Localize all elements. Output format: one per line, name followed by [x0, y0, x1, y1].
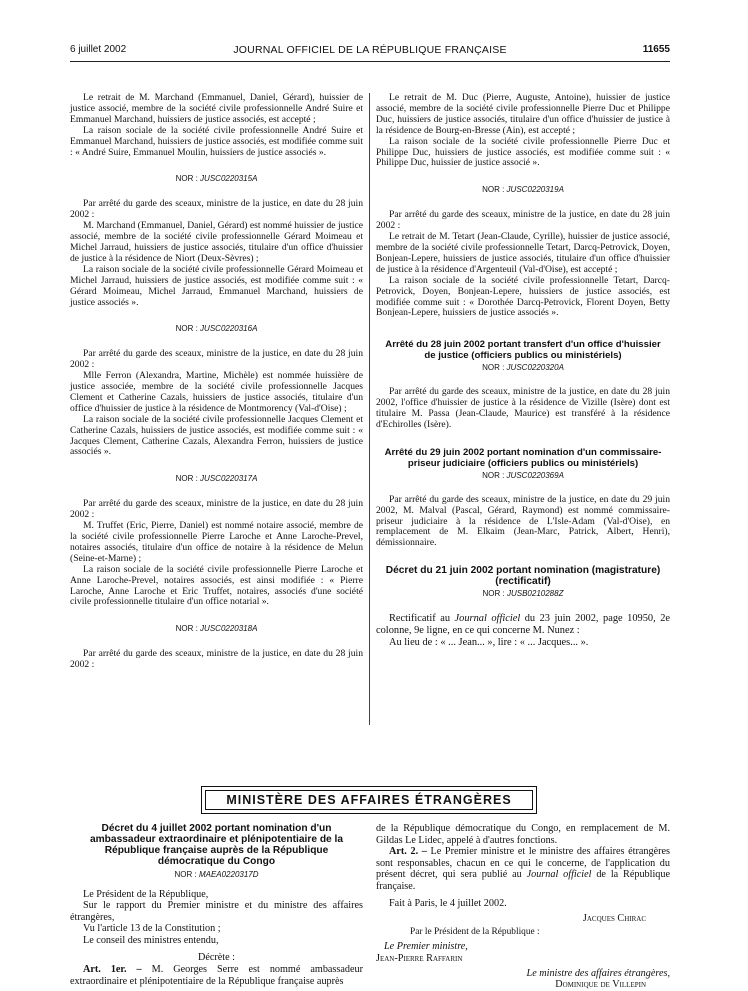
paragraph: Vu l'article 13 de la Constitution ;	[83, 923, 221, 935]
column-divider	[369, 93, 370, 725]
issue-date: 6 juillet 2002	[70, 44, 127, 55]
paragraph: Par arrêté du garde des sceaux, ministre de la justice, en date du 29 juin 2002, M. Malval (Pascal, Gérard, Raymond) est nommé commissaire-priseur judiciaire à la résidence de L'Isle-Adam (Val-d'Oise), en remplacement de M. Elkaim (Jean-Marc, Patrick, Albert, Henri), démissionnaire.	[376, 493, 670, 549]
by-president-label: Par le Président de la République :	[410, 926, 540, 937]
nor-label: NOR :	[482, 363, 505, 373]
nor-reference: NOR : JUSC0220318A	[175, 624, 258, 634]
minister-name: Dominique de Villepin	[555, 979, 646, 991]
nor-label: NOR :	[482, 589, 505, 599]
ministry-heading-box	[201, 786, 537, 814]
paragraph: La raison sociale de la société civile professionnelle André Suire et Emmanuel Marchand, huissiers de justice associés, est modifiée comme suit : « André Suire, Emmanuel Moulin, huissiers de justice associés ».	[70, 124, 363, 158]
nor-reference: NOR : JUSC0220316A	[175, 324, 258, 334]
paragraph: Par arrêté du garde des sceaux, ministre de la justice, en date du 28 juin 2002 :	[376, 209, 670, 232]
paragraph: M. Truffet (Eric, Pierre, Daniel) est nommé notaire associé, membre de la société civile professionnelle Pierre Laroche et Anne Laroche-Prevel, notaires associés, titulaire d'un office de notaire à la résidence de Melun (Seine-et-Marne) ;	[70, 520, 363, 564]
paragraph: Rectificatif au Journal officiel du 23 juin 2002, page 10950, 2e colonne, 9e ligne, en ce qui concerne M. Nunez :	[376, 613, 670, 637]
paragraph: Le conseil des ministres entendu,	[83, 934, 219, 946]
nor-label: NOR :	[482, 185, 505, 195]
paragraph: Par arrêté du garde des sceaux, ministre de la justice, en date du 28 juin 2002 :	[70, 648, 363, 671]
paragraph: Au lieu de : « ... Jean... », lire : « ... Jacques... ».	[389, 637, 589, 649]
nor-label: NOR :	[175, 624, 198, 634]
nor-reference: NOR : JUSC0220369A	[482, 470, 564, 480]
paragraph: Le Président de la République,	[83, 888, 209, 900]
right-column	[376, 93, 670, 649]
paragraph: La raison sociale de la société civile professionnelle Pierre Laroche et Anne Laroche-Prevel, notaires associés, est ainsi modifiée : « Pierre Laroche, Anne Laroche et Eric Truffet, notaires, associés d'une société civile professionnelle titulaire d'un office notarial ».	[70, 563, 363, 608]
left-column	[70, 93, 363, 671]
prime-minister-name: Jean-Pierre Raffarin	[376, 952, 463, 964]
nor-reference: NOR : JUSB0210288Z	[482, 589, 564, 599]
decree-title: Décret du 4 juillet 2002 portant nomination d'un ambassadeur extraordinaire et plénipotentiaire de la République française auprès de la République démocratique du Congo	[89, 823, 344, 867]
act-title: Arrêté du 28 juin 2002 portant transfert d'un office d'huissier de justice (officiers publics ou ministériels)	[385, 339, 661, 362]
decree-right-column	[376, 823, 670, 991]
nor-reference: NOR : JUSC0220320A	[482, 363, 564, 373]
paragraph: M. Marchand (Emmanuel, Daniel, Gérard) est nommé huissier de justice associé, membre de la société civile professionnelle Gérard Moimeau et Michel Jarraud, huissiers de justice associés, titulaire d'un office d'huissier de justice à la résidence de Niort (Deux-Sèvres) ;	[70, 220, 363, 264]
decree-left-column	[70, 823, 363, 987]
paragraph: La raison sociale de la société civile professionnelle Jacques Clement et Catherine Cazals, huissiers de justice associés, est modifiée comme suit : « Jacques Clement, Catherine Cazals, Alexandra Ferron, huissiers de justice associés ».	[70, 413, 363, 458]
nor-reference: NOR : MAEA0220317D	[174, 870, 259, 879]
nor-label: NOR :	[175, 174, 198, 184]
page-header	[70, 44, 670, 60]
paragraph: Le retrait de M. Tetart (Jean-Claude, Cyrille), huissier de justice associé, membre de la société civile professionnelle Tetart, Darcq-Petrovick, Doyen, Bonjean-Lepere, huissiers de justice associés, titulaire d'un office d'huissier de justice à la résidence d'Argenteuil (Val-d'Oise), est accepté ;	[376, 231, 670, 275]
paragraph: Par arrêté du garde des sceaux, ministre de la justice, en date du 28 juin 2002 :	[70, 498, 363, 521]
paragraph: Par arrêté du garde des sceaux, ministre de la justice, en date du 28 juin 2002, l'office d'huissier de justice à la résidence de Vizille (Isère) dont est titulaire M. Passa (Jean-Claude, Maurice) est transféré à la résidence d'Echirolles (Isère).	[376, 386, 670, 430]
paragraph: La raison sociale de la société civile professionnelle Pierre Duc et Philippe Duc, huissiers de justice associés, est modifiée comme suit : « Philippe Duc, huissier de justice associé ».	[376, 135, 670, 169]
nor-label: NOR :	[482, 470, 505, 480]
paragraph: Par arrêté du garde des sceaux, ministre de la justice, en date du 28 juin 2002 :	[70, 348, 363, 371]
journal-title: JOURNAL OFFICIEL DE LA RÉPUBLIQUE FRANÇAISE	[233, 44, 507, 56]
act-title: Arrêté du 29 juin 2002 portant nomination d'un commissaire-priseur judiciaire (officiers publics ou ministériels)	[384, 446, 662, 469]
nor-label: NOR :	[175, 324, 198, 334]
paragraph: La raison sociale de la société civile professionnelle Tetart, Darcq-Petrovick, Doyen, Bonjean-Lepere, huissiers de justice associés, est modifiée comme suit : « Dorothée Darcq-Petrovick, Florent Doyen, Betty Bonjean-Lepere, huissiers de justice associés ».	[376, 274, 670, 319]
ministry-heading: MINISTÈRE DES AFFAIRES ÉTRANGÈRES	[205, 790, 533, 810]
nor-label: NOR :	[175, 474, 198, 484]
article-2: Art. 2. – Le Premier ministre et le ministre des affaires étrangères sont responsables, chacun en ce qui le concerne, de l'application du présent décret, qui sera publié au Journal officiel de la République française.	[376, 846, 671, 892]
minister-title: Le ministre des affaires étrangères,	[526, 967, 670, 979]
nor-reference: NOR : JUSC0220315A	[175, 174, 258, 184]
page-number: 11655	[642, 44, 670, 55]
header-rule	[70, 61, 670, 62]
paragraph: Mlle Ferron (Alexandra, Martine, Michèle) est nommée huissière de justice associée, membre de la société civile professionnelle Jacques Clement et Catherine Cazals, huissiers de justice associés, titulaire d'un office d'huissier de justice à la résidence de Montmorency (Val-d'Oise) ;	[70, 370, 363, 414]
prime-minister-title: Le Premier ministre,	[384, 941, 468, 953]
nor-reference: NOR : JUSC0220319A	[482, 185, 564, 195]
decrete-label: Décrète :	[197, 951, 236, 963]
paragraph: Le retrait de M. Marchand (Emmanuel, Daniel, Gérard), huissier de justice associé, membre de la société civile professionnelle André Suire et Emmanuel Marchand, huissiers de justice associés, est accepté ;	[70, 92, 363, 125]
paragraph: Le retrait de M. Duc (Pierre, Auguste, Antoine), huissier de justice associé, membre de la société civile professionnelle Pierre Duc et Philippe Duc, huissiers de justice associés, titulaire d'un office d'huissier de justice à la résidence de Bourg-en-Bresse (Ain), est accepté ;	[376, 92, 670, 136]
paragraph: La raison sociale de la société civile professionnelle Gérard Moimeau et Michel Jarraud, huissiers de justice associés, est modifiée comme suit : « Gérard Moimeau, Michel Jarraud, Emmanuel Marchand, huissiers de justice associés ».	[70, 263, 363, 308]
nor-reference: NOR : JUSC0220317A	[175, 474, 258, 484]
paragraph: de la République démocratique du Congo, en remplacement de M. Gildas Le Lidec, appelé à d'autres fonctions.	[376, 823, 670, 846]
paragraph: Par arrêté du garde des sceaux, ministre de la justice, en date du 28 juin 2002 :	[70, 198, 363, 221]
nor-label: NOR :	[174, 870, 197, 879]
paragraph: Fait à Paris, le 4 juillet 2002.	[389, 897, 507, 909]
paragraph: Sur le rapport du Premier ministre et du ministre des affaires étrangères,	[70, 900, 363, 923]
article-1: Art. 1er. – M. Georges Serre est nommé ambassadeur extraordinaire et plénipotentiaire de la République française auprès	[70, 964, 363, 987]
signature-president: Jacques Chirac	[582, 913, 646, 925]
act-title: Décret du 21 juin 2002 portant nomination (magistrature) (rectificatif)	[385, 565, 661, 588]
